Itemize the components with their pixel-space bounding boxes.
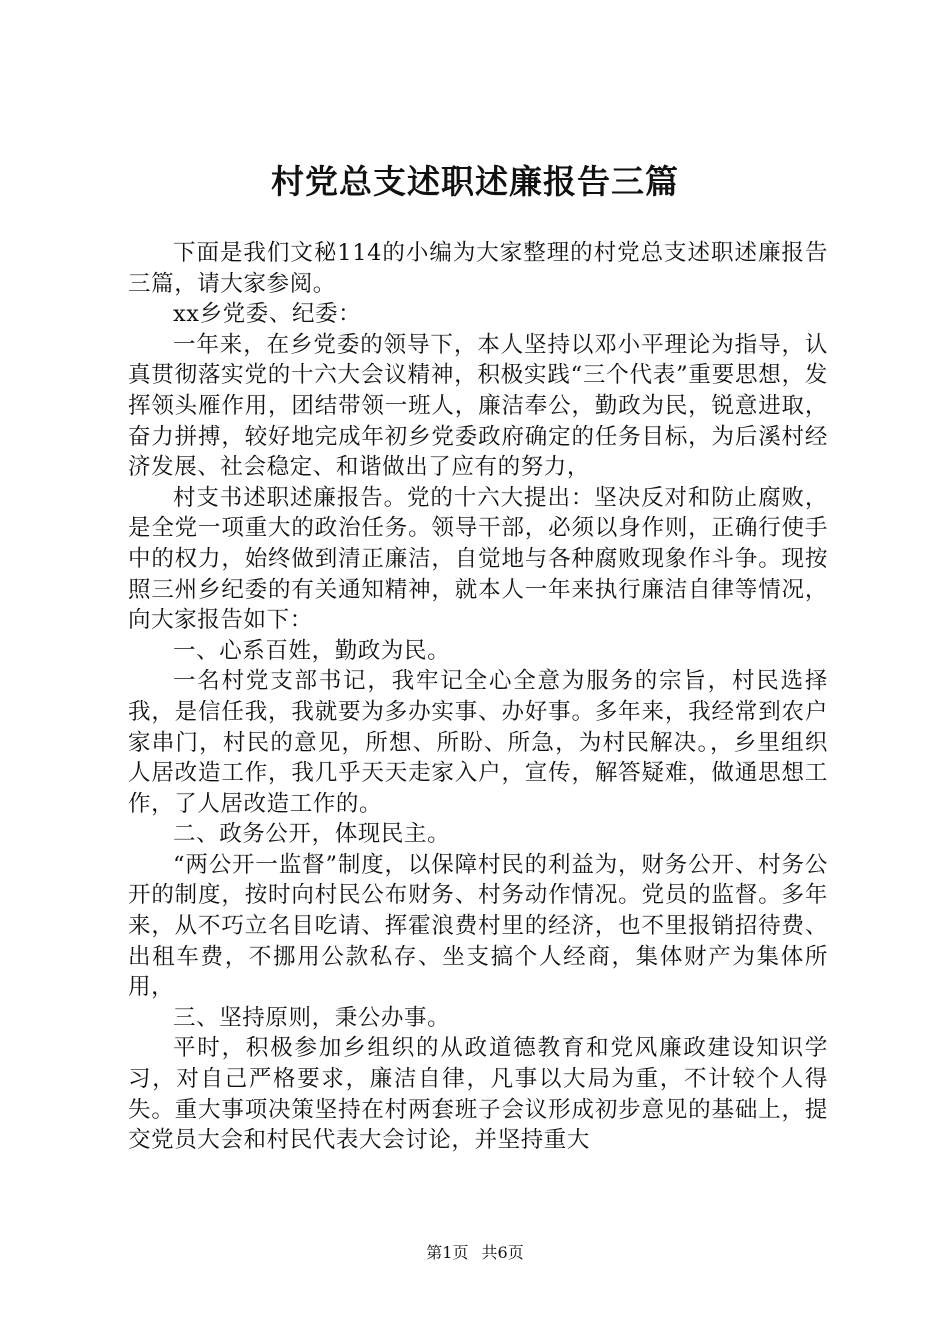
paragraph-section-1: 一名村党支部书记，我牢记全心全意为服务的宗旨，村民选择我，是信任我，我就要为多办实事、办好事。多年来，我经常到农户家串门，村民的意见，所想、所盼、所急，为村民解决。，乡里组织人居改造工作，我几乎天天走家入户，宣传，解答疑难，做通思想工作，了人居改造工作的。: [128, 668, 828, 817]
document-title: 村党总支述职述廉报告三篇: [271, 162, 679, 201]
section-heading-3: 三、坚持原则，秉公办事。: [173, 1004, 451, 1031]
section-heading-1: 一、心系百姓，勤政为民。: [173, 637, 451, 664]
document-body: [128, 238, 828, 1156]
page-footer: [0, 1242, 950, 1264]
paragraph-report-intro: 村支书述职述廉报告。党的十六大提出：坚决反对和防止腐败，是全党一项重大的政治任务。领导干部，必须以身作则，正确行使手中的权力，始终做到清正廉洁，自觉地与各种腐败现象作斗争。现按照三州乡纪委的有关通知精神，就本人一年来执行廉洁自律等情况，向大家报告如下：: [128, 484, 828, 634]
paragraph-section-3: 平时，积极参加乡组织的从政道德教育和党风廉政建设知识学习，对自己严格要求，廉洁自律，凡事以大局为重，不计较个人得失。重大事项决策坚持在村两套班子会议形成初步意见的基础上，提交党员大会和村民代表大会讨论，并坚持重大: [128, 1035, 828, 1154]
section-heading-2: 二、政务公开，体现民主。: [173, 821, 451, 848]
page-total: 共6页: [481, 1243, 524, 1262]
paragraph-salutation: xx乡党委、纪委：: [173, 301, 362, 328]
paragraph-summary: 一年来，在乡党委的领导下，本人坚持以邓小平理论为指导，认真贯彻落实党的十六大会议精神，积极实践“三个代表”重要思想，发挥领头雁作用，团结带领一班人，廉洁奉公，勤政为民，锐意进取，奋力拼搏，较好地完成年初乡党委政府确定的任务目标，为后溪村经济发展、社会稳定、和谐做出了应有的努力，: [128, 331, 828, 481]
paragraph-intro: 下面是我们文秘114的小编为大家整理的村党总支述职述廉报告三篇，请大家参阅。: [128, 240, 828, 297]
paragraph-section-2: “两公开一监督”制度，以保障村民的利益为，财务公开、村务公开的制度，按时向村民公布财务、村务动作情况。党员的监督。多年来，从不巧立名目吃请、挥霍浪费村里的经济，也不里报销招待费、出租车费，不挪用公款私存、坐支搞个人经商，集体财产为集体所用，: [128, 851, 828, 1001]
page-number: 第1页: [426, 1243, 469, 1262]
